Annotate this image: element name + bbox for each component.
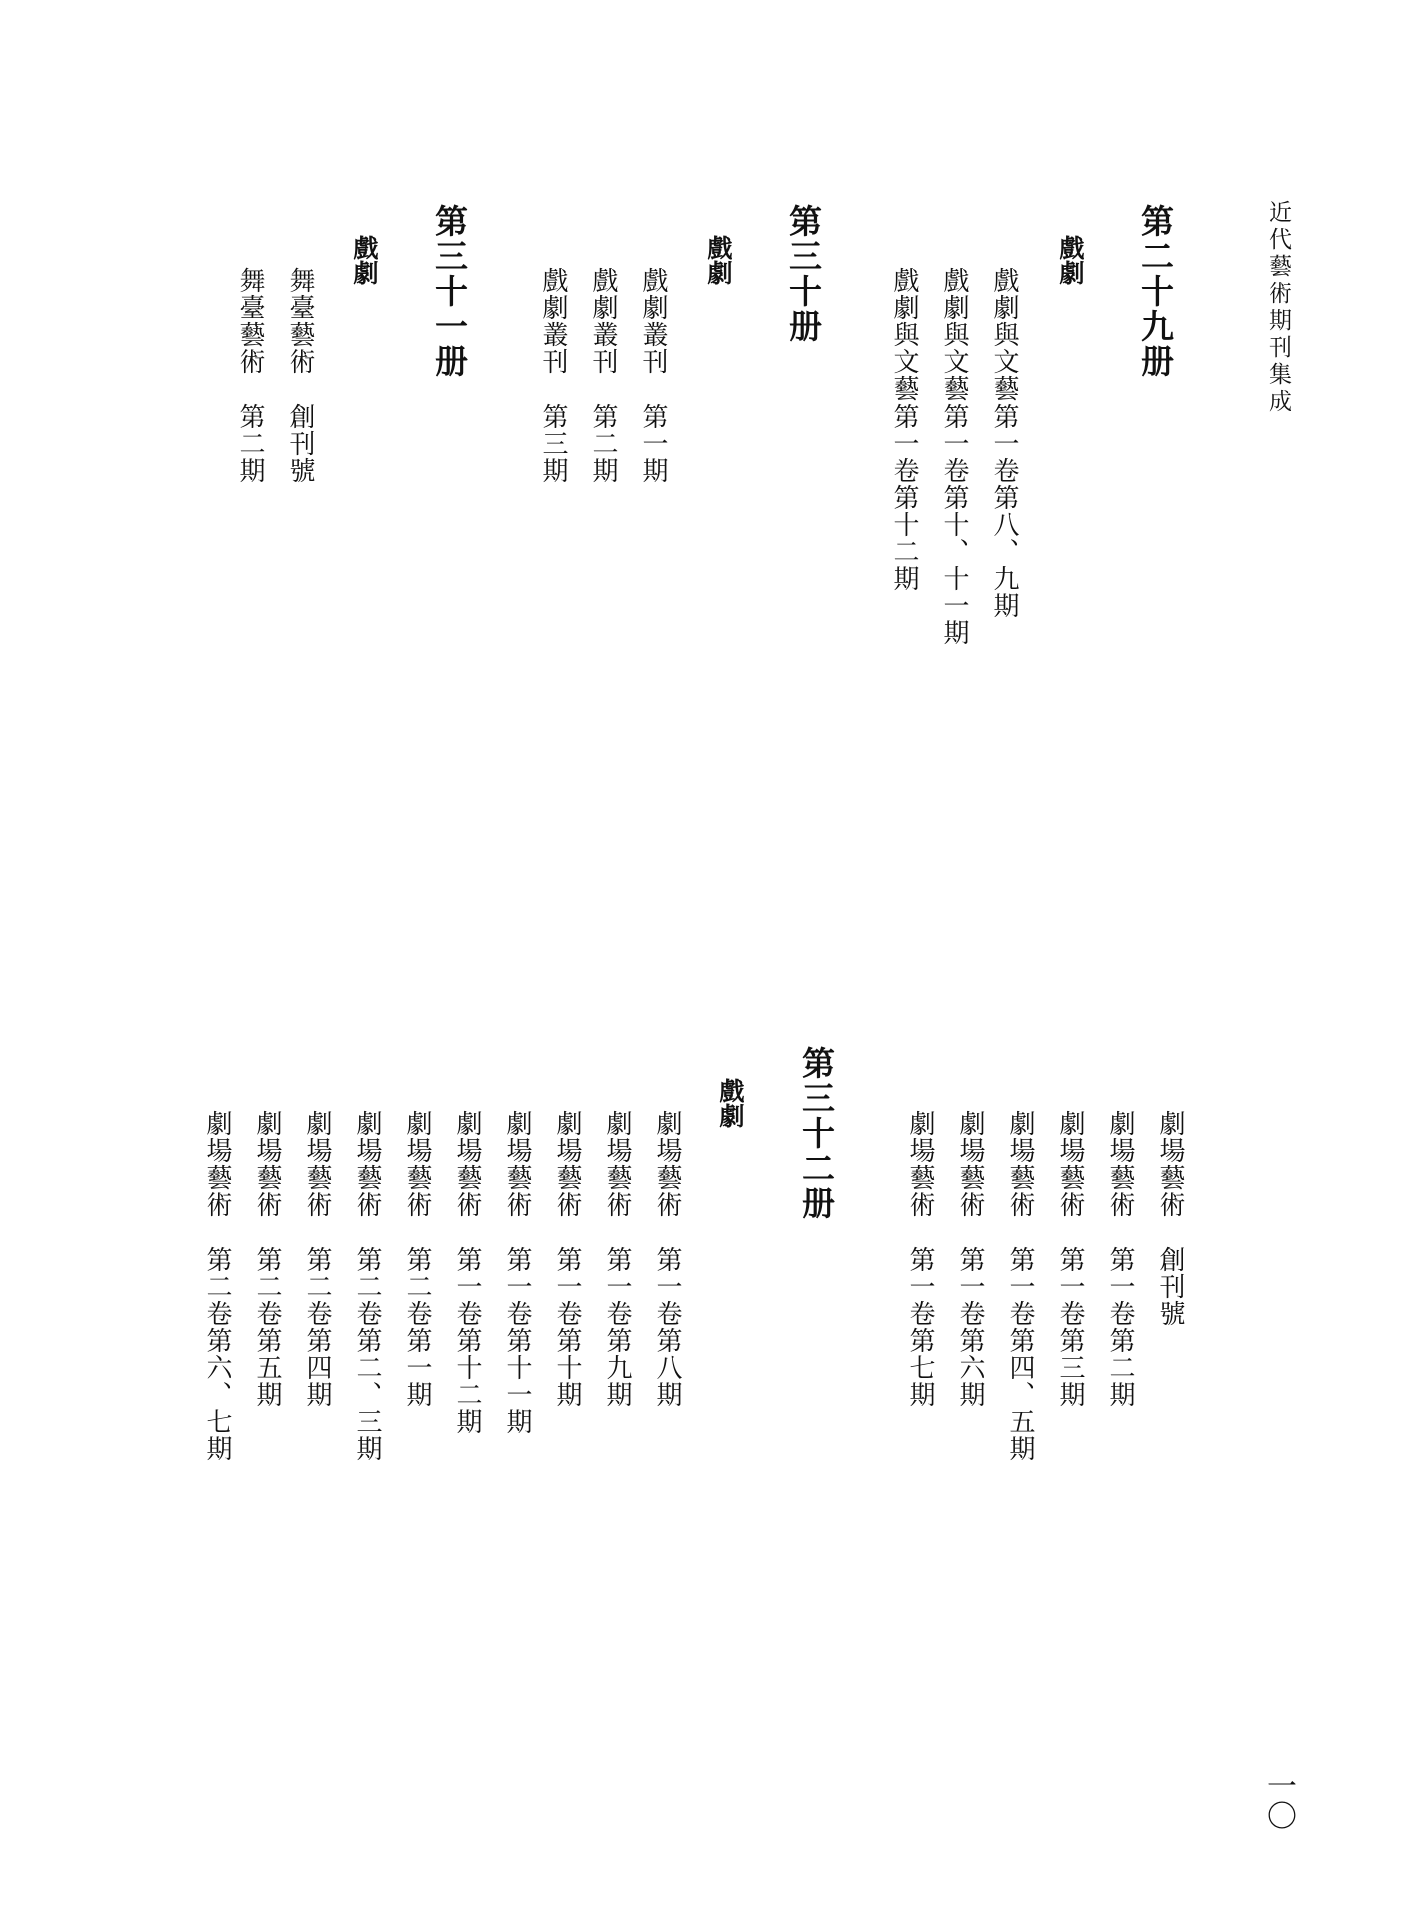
catalog-entry bbox=[991, 267, 1017, 619]
entry-title: 劇場藝術 bbox=[1055, 1110, 1085, 1218]
catalog-entry bbox=[287, 267, 313, 484]
volume-title: 第二十九册 bbox=[1136, 204, 1175, 379]
entry-title: 劇場藝術 bbox=[452, 1110, 482, 1218]
volume-title: 第三十册 bbox=[784, 204, 823, 344]
running-header: 近代藝術期刊集成 bbox=[1265, 200, 1291, 416]
entry-issue: 第一卷第十一期 bbox=[502, 1246, 532, 1435]
entry-issue: 第一卷第二期 bbox=[1105, 1246, 1135, 1408]
page-number: 一〇 bbox=[1261, 1770, 1296, 1830]
catalog-entry bbox=[640, 267, 666, 484]
catalog-entry bbox=[404, 1110, 430, 1408]
entry-title: 劇場藝術 bbox=[602, 1110, 632, 1218]
entry-title: 劇場藝術 bbox=[302, 1110, 332, 1218]
catalog-entry bbox=[604, 1110, 630, 1408]
entry-title: 戲劇叢刊 bbox=[538, 267, 568, 375]
entry-issue: 第二期 bbox=[235, 403, 265, 484]
catalog-entry bbox=[554, 1110, 580, 1408]
entry-issue: 第一卷第九期 bbox=[602, 1246, 632, 1408]
entry-title: 戲劇與文藝 bbox=[989, 267, 1019, 402]
entry-title: 戲劇與文藝 bbox=[889, 267, 919, 402]
entry-issue: 第一卷第十期 bbox=[552, 1246, 582, 1408]
catalog-entry bbox=[1057, 1110, 1083, 1408]
catalog-entry bbox=[1107, 1110, 1133, 1408]
catalog-entry bbox=[941, 267, 967, 646]
category-label: 戲劇 bbox=[1056, 235, 1085, 285]
entry-title: 劇場藝術 bbox=[352, 1110, 382, 1218]
catalog-entry bbox=[254, 1110, 280, 1408]
catalog-entry bbox=[354, 1110, 380, 1462]
catalog-entry bbox=[891, 267, 917, 592]
entry-issue: 創刊號 bbox=[285, 403, 315, 484]
entry-issue: 第二卷第五期 bbox=[252, 1246, 282, 1408]
entry-title: 劇場藝術 bbox=[502, 1110, 532, 1218]
entry-title: 戲劇叢刊 bbox=[638, 267, 668, 375]
entry-issue: 第一卷第七期 bbox=[905, 1246, 935, 1408]
entry-issue: 創刊號 bbox=[1155, 1246, 1185, 1327]
entry-title: 劇場藝術 bbox=[1005, 1110, 1035, 1218]
entry-issue: 第一卷第十、十一期 bbox=[939, 403, 969, 646]
catalog-entry bbox=[1157, 1110, 1183, 1327]
entry-issue: 第一卷第八、九期 bbox=[989, 403, 1019, 619]
catalog-entry bbox=[304, 1110, 330, 1408]
catalog-entry bbox=[907, 1110, 933, 1408]
catalog-entry bbox=[454, 1110, 480, 1435]
entry-issue: 第一卷第十二期 bbox=[889, 403, 919, 592]
catalog-entry bbox=[237, 267, 263, 484]
entry-issue: 第一卷第六期 bbox=[955, 1246, 985, 1408]
entry-issue: 第一卷第十二期 bbox=[452, 1246, 482, 1435]
entry-title: 劇場藝術 bbox=[955, 1110, 985, 1218]
entry-title: 舞臺藝術 bbox=[235, 267, 265, 375]
entry-title: 劇場藝術 bbox=[1105, 1110, 1135, 1218]
entry-title: 劇場藝術 bbox=[402, 1110, 432, 1218]
category-label: 戲劇 bbox=[704, 235, 733, 285]
entry-title: 戲劇叢刊 bbox=[588, 267, 618, 375]
entry-title: 舞臺藝術 bbox=[285, 267, 315, 375]
catalog-entry bbox=[957, 1110, 983, 1408]
catalog-entry bbox=[540, 267, 566, 484]
catalog-entry bbox=[204, 1110, 230, 1462]
catalog-entry bbox=[1007, 1110, 1033, 1462]
entry-issue: 第一卷第八期 bbox=[652, 1246, 682, 1408]
entry-issue: 第二卷第六、七期 bbox=[202, 1246, 232, 1462]
entry-issue: 第三期 bbox=[538, 403, 568, 484]
entry-issue: 第一卷第四、五期 bbox=[1005, 1246, 1035, 1462]
entry-title: 劇場藝術 bbox=[552, 1110, 582, 1218]
entry-issue: 第二卷第四期 bbox=[302, 1246, 332, 1408]
entry-issue: 第二期 bbox=[588, 403, 618, 484]
category-label: 戲劇 bbox=[716, 1078, 745, 1128]
entry-issue: 第二卷第二、三期 bbox=[352, 1246, 382, 1462]
entry-title: 劇場藝術 bbox=[652, 1110, 682, 1218]
catalog-entry bbox=[590, 267, 616, 484]
category-label: 戲劇 bbox=[350, 235, 379, 285]
entry-issue: 第二卷第一期 bbox=[402, 1246, 432, 1408]
catalog-entry bbox=[504, 1110, 530, 1435]
entry-title: 劇場藝術 bbox=[202, 1110, 232, 1218]
entry-title: 劇場藝術 bbox=[252, 1110, 282, 1218]
volume-title: 第三十一册 bbox=[430, 204, 469, 379]
entry-title: 劇場藝術 bbox=[1155, 1110, 1185, 1218]
entry-issue: 第一卷第三期 bbox=[1055, 1246, 1085, 1408]
volume-title: 第三十二册 bbox=[797, 1046, 836, 1221]
catalog-entry bbox=[654, 1110, 680, 1408]
entry-issue: 第一期 bbox=[638, 403, 668, 484]
entry-title: 戲劇與文藝 bbox=[939, 267, 969, 402]
entry-title: 劇場藝術 bbox=[905, 1110, 935, 1218]
